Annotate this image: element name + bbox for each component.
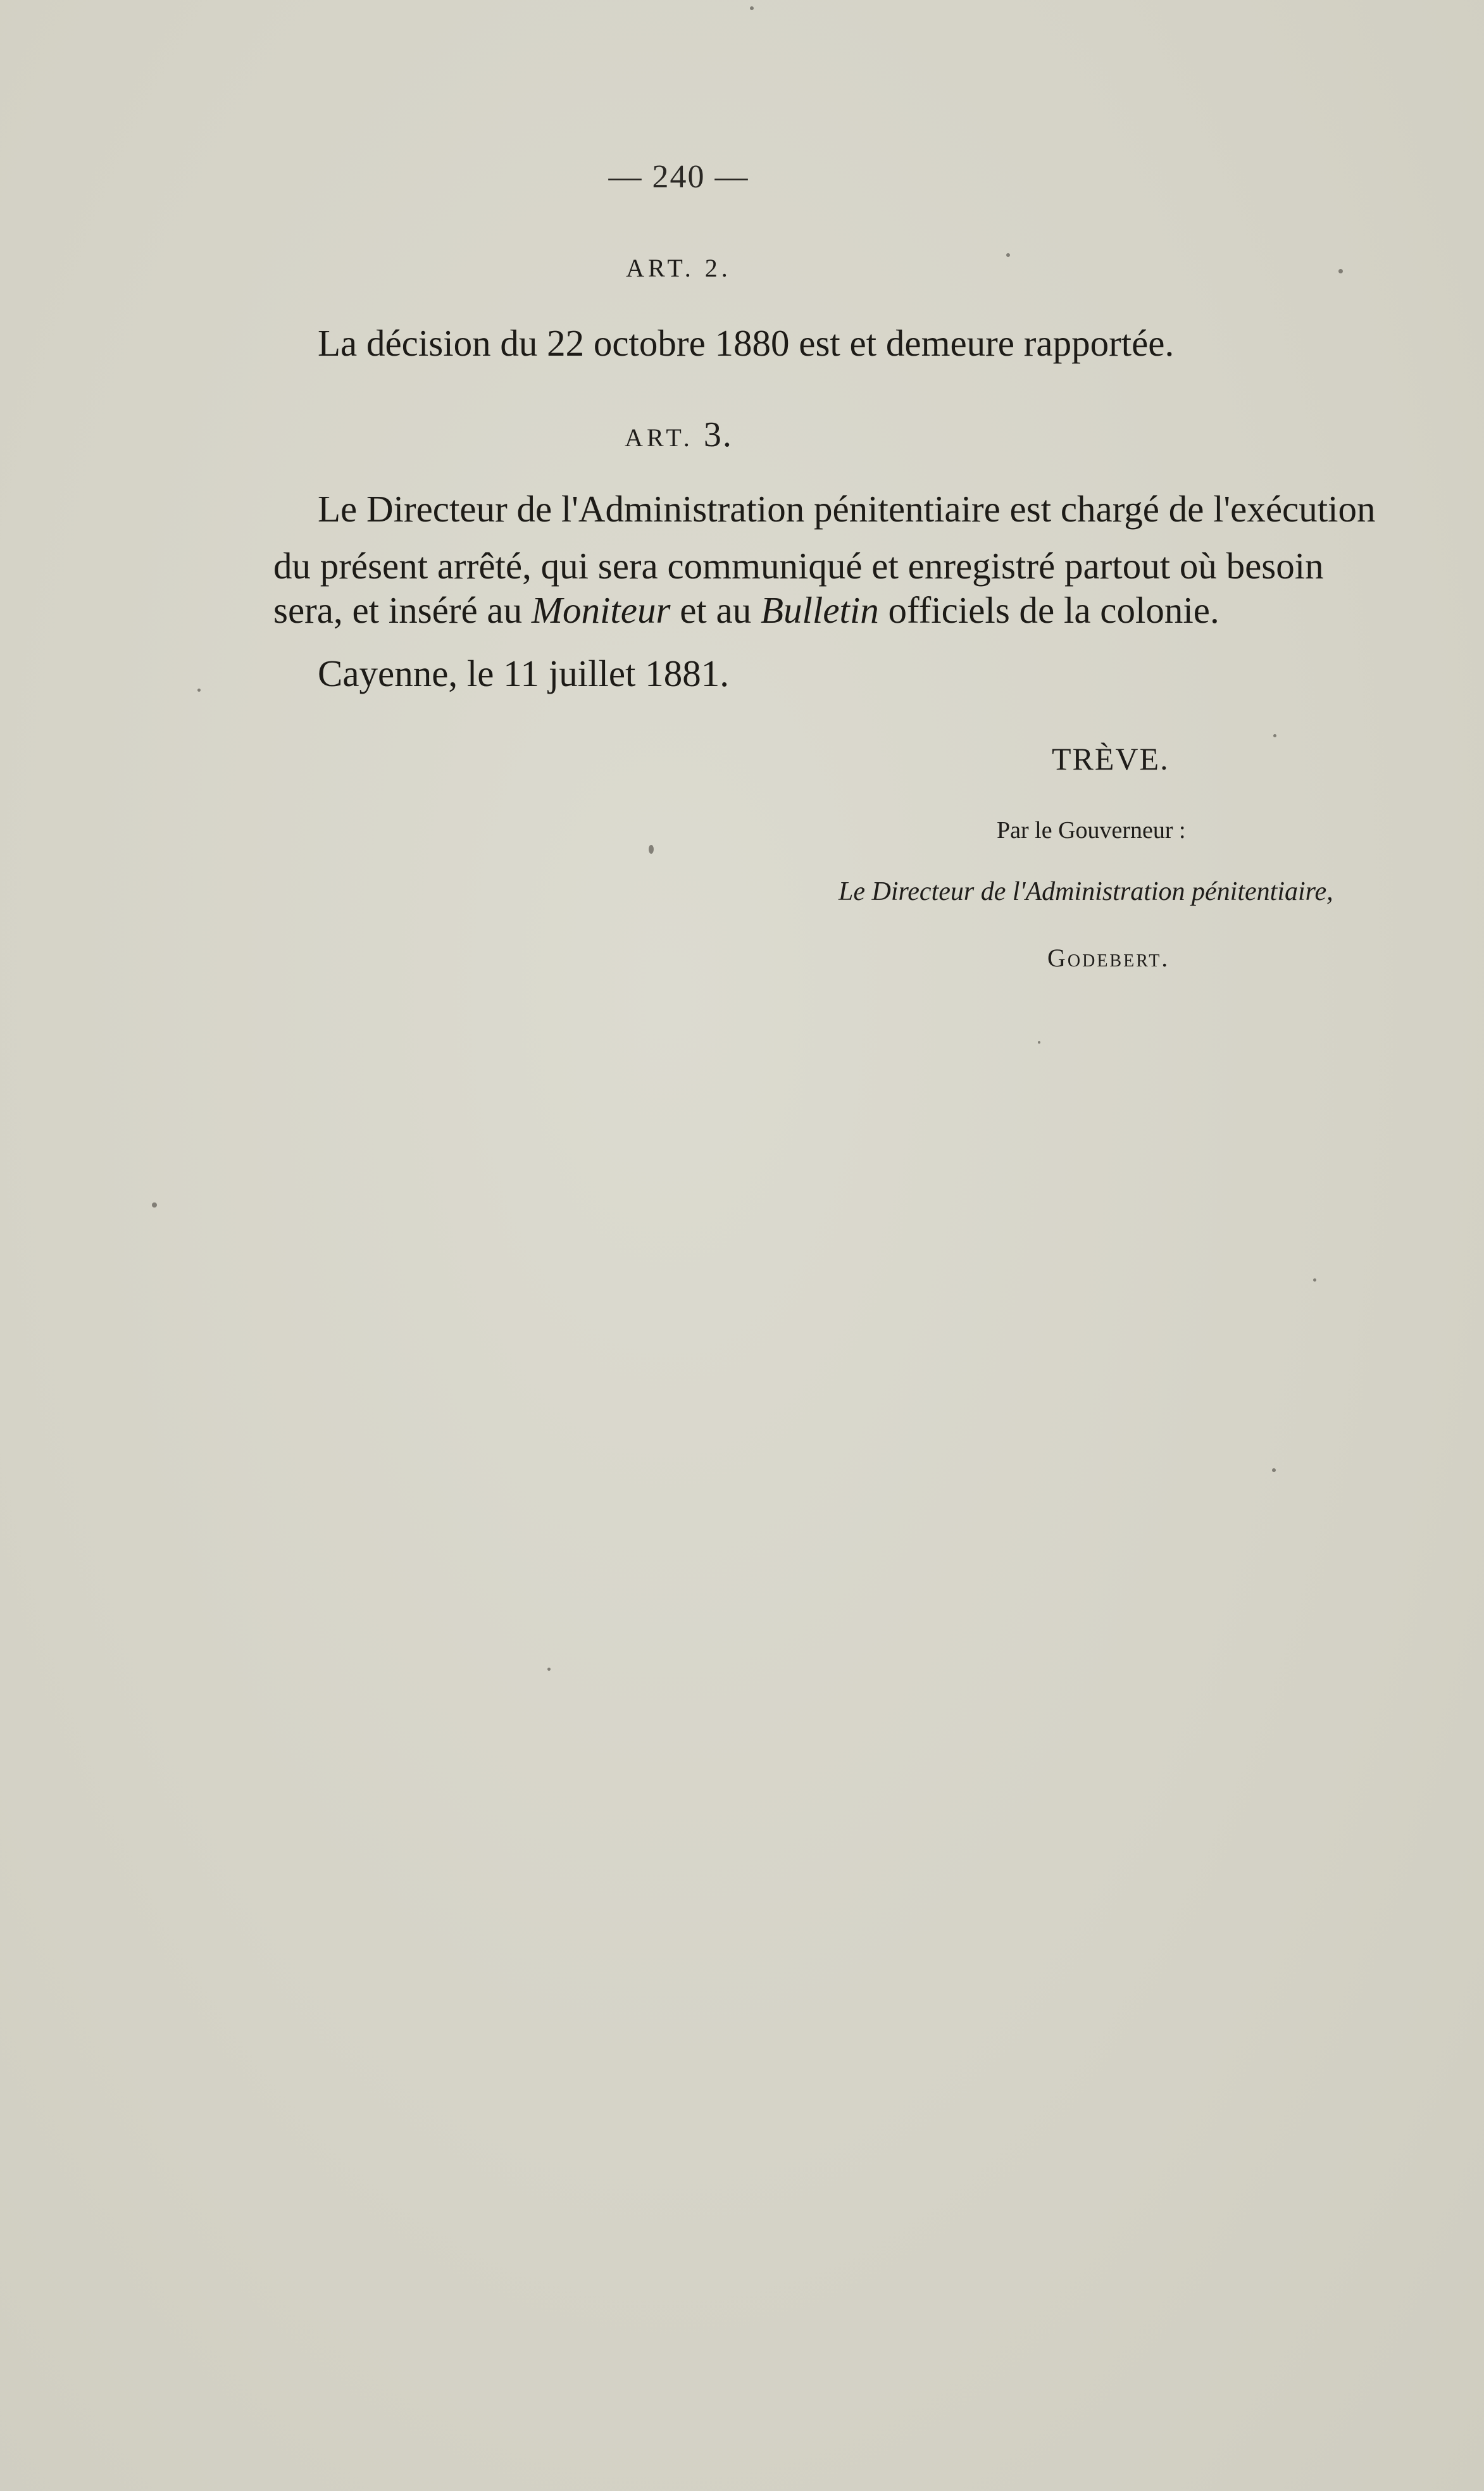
paper-speck <box>1006 253 1010 257</box>
moniteur-title: Moniteur <box>531 589 671 631</box>
paper-speck <box>1273 734 1276 737</box>
governor-signature: TRÈVE. <box>1052 741 1169 777</box>
paper-speck <box>1313 1278 1316 1282</box>
article-3-line-1: Le Directeur de l'Administration pénitentiaire est chargé de l'exécution <box>318 488 1376 530</box>
article-3-heading <box>0 415 1421 455</box>
paper-speck <box>1338 269 1343 273</box>
bulletin-title: Bulletin <box>761 589 879 631</box>
director-title: Le Directeur de l'Administration pénitentiaire, <box>839 877 1333 906</box>
line-3-part-b: et au <box>670 589 761 631</box>
page-number: — 240 — <box>608 159 749 195</box>
paper-speck <box>1038 1041 1040 1044</box>
paper-speck <box>197 689 201 692</box>
line-3-part-c: officiels de la colonie. <box>878 589 1219 631</box>
article-3-number: 3. <box>703 415 733 454</box>
article-2-text: La décision du 22 octobre 1880 est et demeure rapportée. <box>318 322 1175 364</box>
article-3-line-2: du présent arrêté, qui sera communiqué et enregistré partout où besoin <box>273 545 1324 587</box>
director-signature: Godebert. <box>1047 944 1170 972</box>
by-governor-line: Par le Gouverneur : <box>997 817 1186 844</box>
paper-speck <box>152 1202 157 1208</box>
line-3-part-a: sera, et inséré au <box>273 589 532 631</box>
paper-speck <box>547 1668 551 1671</box>
article-3-line-3 <box>273 589 1219 632</box>
paper-speck <box>649 845 654 854</box>
article-3-prefix: ART. <box>625 423 694 452</box>
paper-speck <box>1272 1468 1276 1472</box>
paper-speck <box>750 6 754 10</box>
article-2-heading: ART. 2. <box>626 254 732 282</box>
place-and-date: Cayenne, le 11 juillet 1881. <box>318 652 729 694</box>
